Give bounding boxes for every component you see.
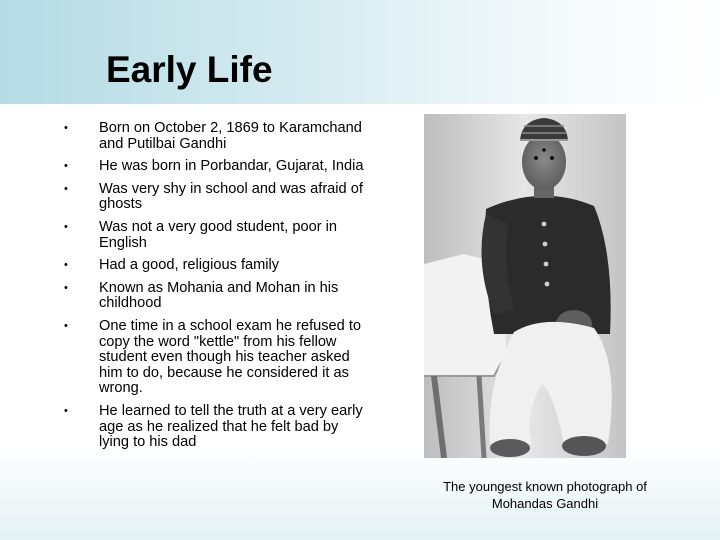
- list-item: [64, 319, 364, 397]
- bullet-text: Known as Mohania and Mohan in his childhood: [99, 279, 339, 312]
- portrait-photo: [424, 114, 626, 458]
- bullet-icon: •: [64, 182, 68, 195]
- list-item: [64, 159, 364, 175]
- bullet-text: Was not a very good student, poor in English: [99, 218, 337, 251]
- photo-caption: The youngest known photograph of Mohandas Gandhi: [443, 479, 647, 511]
- list-item: [64, 404, 364, 451]
- bullet-text: He learned to tell the truth at a very early age as he realized that he felt bad by lying to his dad: [99, 402, 363, 451]
- portrait-illustration: [424, 114, 626, 458]
- bullet-icon: •: [64, 122, 68, 134]
- list-item: [64, 220, 364, 251]
- bullet-text: One time in a school exam he refused to copy the word "kettle" from his fellow student even though his teacher asked him to do, because he considered it as wrong.: [99, 317, 362, 397]
- bullet-icon: •: [64, 404, 68, 417]
- bullet-list: [64, 121, 364, 458]
- bullet-icon: •: [64, 281, 68, 294]
- list-item: [64, 182, 364, 213]
- bullet-text: Had a good, religious family: [99, 257, 280, 274]
- list-item: [64, 121, 364, 152]
- list-item: [64, 281, 364, 312]
- bullet-icon: •: [64, 319, 68, 332]
- bullet-icon: •: [64, 220, 68, 233]
- bullet-icon: •: [64, 160, 68, 173]
- bullet-text: Was very shy in school and was afraid of ghosts: [99, 180, 363, 213]
- slide-title: Early Life: [106, 49, 273, 90]
- bullet-text: Born on October 2, 1869 to Karamchand and Putilbai Gandhi: [99, 120, 362, 152]
- bullet-icon: •: [64, 259, 68, 272]
- bullet-text: He was born in Porbandar, Gujarat, India: [99, 158, 364, 175]
- list-item: [64, 258, 364, 274]
